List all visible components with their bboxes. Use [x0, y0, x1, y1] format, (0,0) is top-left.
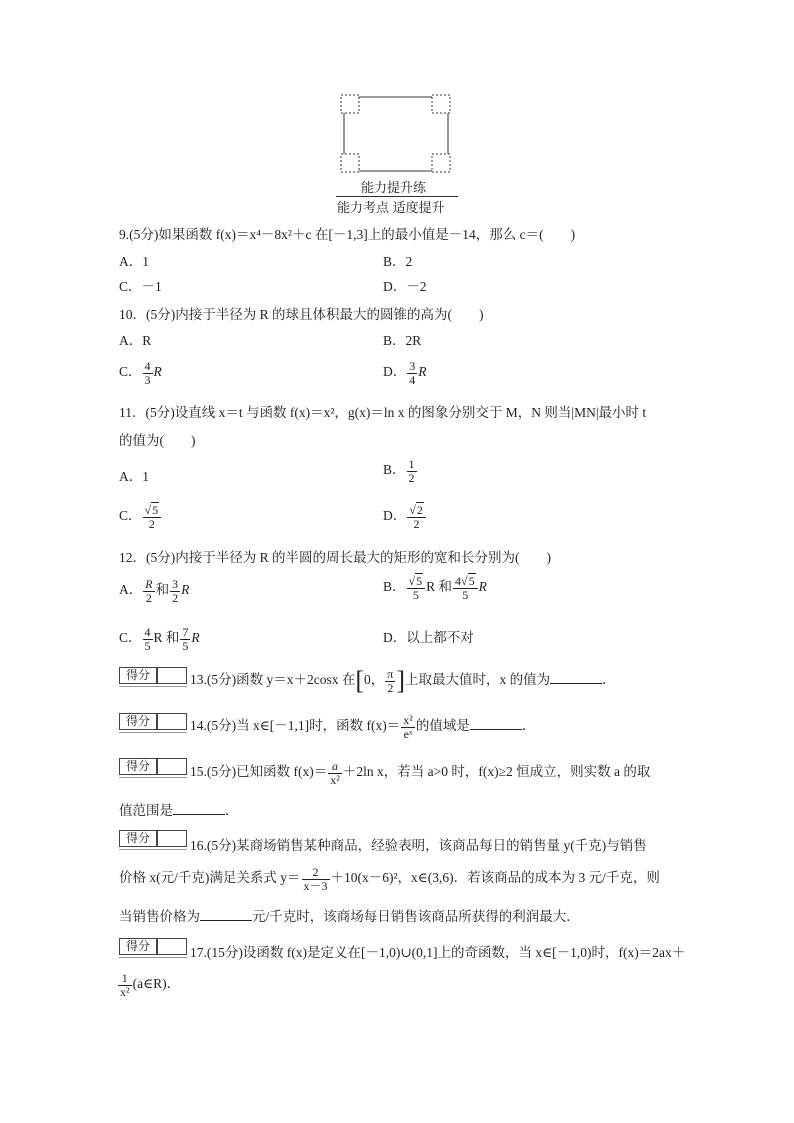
q11-option-b: B． $\frac{1}{2}$	[383, 457, 415, 485]
banner-divider	[336, 196, 458, 197]
q10-stem: 10．(5分)内接于半径为 R 的球且体积最大的圆锥的高为( )	[119, 307, 484, 322]
q12-option-d: D．以上都不对	[383, 630, 474, 645]
q15-answer-blank[interactable]	[173, 804, 225, 815]
q14-answer-blank[interactable]	[470, 719, 522, 730]
q11-stem-line2: 的值为( )	[119, 433, 196, 448]
score-field[interactable]	[157, 667, 187, 684]
score-label: 得分	[119, 758, 157, 775]
q16-text-line3: 当销售价格为 元/千克时，该商场每日销售该商品所获得的利润最大．	[119, 909, 580, 924]
score-label: 得分	[119, 830, 157, 847]
q10-option-c: C． $\frac{4}{3}$ R	[119, 359, 162, 387]
score-underline	[119, 777, 187, 778]
q15-text-line2: 值范围是 ．	[119, 803, 239, 818]
q11-option-a: A．1	[119, 469, 149, 484]
q15-text-line1: 15.(5分)已知函数 f(x)＝ $\frac{a}{\text{x²}}$ ＋2ln x，若当 a>0 时，f(x)≥2 恒成立，则实数 a 的取	[190, 759, 651, 787]
q16-text-line2: 价格 x(元/千克)满足关系式 y＝ $\frac{2}{x-3}$ ＋10(x－6)²，x∈(3,6)．若该商品的成本为 3 元/千克，则	[119, 865, 660, 893]
q11-option-d: D． $\frac{√2}{2}$	[383, 504, 427, 530]
q12-option-b: B． $\frac{√5}{5}$ R 和 $\frac{4√5}{5}$ R	[383, 574, 487, 602]
score-underline	[119, 849, 187, 850]
q12-stem: 12．(5分)内接于半径为 R 的半圆的周长最大的矩形的宽和长分别为( )	[119, 550, 551, 565]
score-underline	[119, 957, 187, 958]
q9-option-b: B．2	[383, 254, 413, 269]
score-field[interactable]	[157, 758, 187, 775]
section-banner-frame	[340, 94, 452, 174]
q13-answer-blank[interactable]	[550, 673, 602, 684]
q11-option-c: C． $\frac{√5}{2}$	[119, 504, 162, 530]
banner-title: 能力提升练	[361, 180, 427, 195]
q17-text-line2: $\frac{1}{\text{x²}}$ (a∈R)．	[120, 971, 181, 999]
q12-option-c: C． $\frac{4}{5}$ R 和 $\frac{7}{5}$ R	[119, 625, 200, 653]
score-field[interactable]	[157, 830, 187, 847]
q10-option-d: D． $\frac{3}{4}$ R	[383, 359, 427, 387]
score-label: 得分	[119, 713, 157, 730]
score-field[interactable]	[157, 713, 187, 730]
q14-text: 14.(5分)当 x∈[－1,1]时，函数 f(x)＝ $\frac{\text{x²}}{\text{eˣ}}$ 的值域是 ．	[190, 713, 536, 741]
score-label: 得分	[119, 667, 157, 684]
q11-stem-line1: 11．(5分)设直线 x＝t 与函数 f(x)＝x²，g(x)＝ln x 的图象分别交于 M，N 则当|MN|最小时 t	[119, 405, 647, 420]
score-underline	[119, 732, 187, 733]
score-field[interactable]	[157, 938, 187, 955]
banner-subtitle: 能力考点 适度提升	[337, 200, 445, 215]
q17-text-line1: 17.(15分)设函数 f(x)是定义在[－1,0)∪(0,1]上的奇函数，当 x∈[－1,0)时，f(x)＝2ax＋	[190, 945, 686, 960]
q9-option-c: C．－1	[119, 279, 162, 294]
score-label: 得分	[119, 938, 157, 955]
q16-answer-blank[interactable]	[200, 910, 252, 921]
q9-option-d: D．－2	[383, 279, 427, 294]
score-underline	[119, 686, 187, 687]
q10-option-a: A．R	[119, 333, 152, 348]
q10-option-b: B．2R	[383, 333, 422, 348]
q13-text: 13.(5分)函数 y＝x＋2cosx 在[0， $\frac{\pi}{2}$ ]上取最大值时，x 的值为 ．	[190, 666, 616, 696]
q12-option-a: A． $\frac{R}{2}$ 和 $\frac{3}{2}$ R	[119, 577, 190, 605]
q16-text-line1: 16.(5分)某商场销售某种商品，经验表明，该商品每日的销售量 y(千克)与销售	[190, 838, 647, 853]
q9-stem: 9.(5分)如果函数 f(x)＝x⁴－8x²＋c 在[－1,3]上的最小值是－14，那么 c＝( )	[119, 227, 576, 242]
q9-option-a: A．1	[119, 254, 149, 269]
